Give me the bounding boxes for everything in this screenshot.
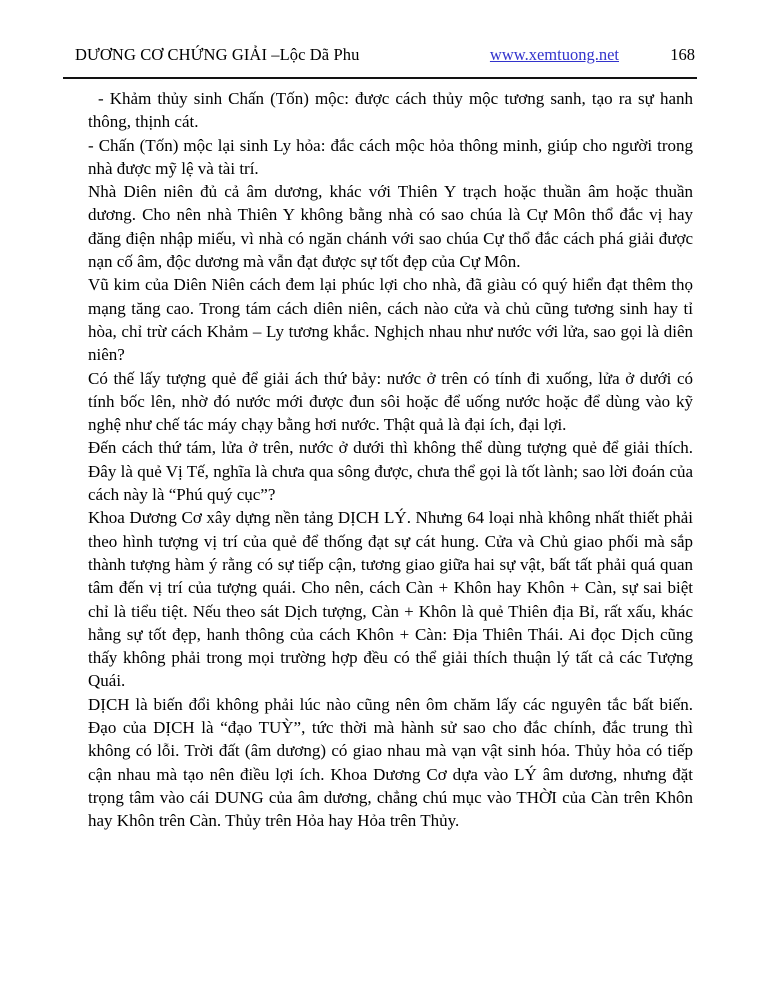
paragraph: - Chấn (Tốn) mộc lại sinh Ly hỏa: đắc cách mộc hỏa thông minh, giúp cho người trong nhà được mỹ lệ và tài trí. bbox=[88, 135, 693, 178]
paragraph: DỊCH là biến đổi không phải lúc nào cũng nên ôm chăm lấy các nguyên tắc bất biến. Đạo của DỊCH là “đạo TUỲ”, tức thời mà hành sử sao cho đắc chính, đắc trung thì không có lỗi. Trời đất (âm dương) có giao nhau mà vạn vật sinh hóa. Thủy hỏa có tiếp cận nhau mà tạo nên điều lợi ích. Khoa Dương Cơ dựa vào LÝ âm dương, nhưng đặt trọng tâm vào cái DUNG của âm dương, chẳng chú mục vào THỜI của Càn trên Khôn hay Khôn trên Càn. Thủy trên Hỏa hay Hỏa trên Thủy. bbox=[88, 694, 693, 831]
paragraph: - Khảm thủy sinh Chấn (Tốn) mộc: được cách thủy mộc tương sanh, tạo ra sự hanh thông, thịnh cát. bbox=[88, 89, 693, 132]
paragraph: Vũ kim của Diên Niên cách đem lại phúc lợi cho nhà, đã giàu có quý hiển đạt thêm thọ mạng tăng cao. Trong tám cách diên niên, cách nào cửa và chủ cũng tương sinh hay tỉ hòa, chỉ trừ cách Khảm – Ly tương khắc. Nghịch nhau như nước với lửa, sao gọi là diên niên? bbox=[88, 275, 693, 365]
paragraph: Có thế lấy tượng quẻ để giải ách thứ bảy: nước ở trên có tính đi xuống, lửa ở dưới có tính bốc lên, nhờ đó nước mới được đun sôi hoặc để uống nước hoặc để dùng vào kỹ nghệ như chế tác máy chạy bằng hơi nước. Thật quả là đại ích, đại lợi. bbox=[88, 368, 693, 435]
website-link[interactable]: www.xemtuong.net bbox=[489, 45, 619, 64]
book-title: DƯƠNG CƠ CHỨNG GIẢI –Lộc Dã Phu bbox=[75, 45, 360, 64]
page-number: 168 bbox=[670, 45, 695, 64]
header-divider bbox=[63, 77, 697, 79]
page-header bbox=[75, 44, 695, 65]
body-text bbox=[88, 87, 693, 833]
paragraph: Đến cách thứ tám, lửa ở trên, nước ở dưới thì không thể dùng tượng quẻ để giải thích. Đây là quẻ Vị Tế, nghĩa là chưa qua sông được, chưa thể gọi là tốt lành; sao lời đoán của cách này là “Phú quý cục”? bbox=[88, 438, 693, 505]
paragraph: Khoa Dương Cơ xây dựng nền tảng DỊCH LÝ. Nhưng 64 loại nhà không nhất thiết phải theo hình tượng vị trí của quẻ để thống đạt sự cát hung. Cửa và Chủ giao phối mà sắp thành tượng hàm ý rằng có sự tiếp cận, tương giao giữa hai sự vật, bất tất phải quá quan tâm đến vị trí của tượng quái. Cho nên, cách Càn + Khôn hay Khôn + Càn, sự sai biệt chỉ là tiểu tiệt. Nếu theo sát Dịch tượng, Càn + Khôn là quẻ Thiên địa Bỉ, rất xấu, khác hẳng sự tốt đẹp, hanh thông của cách Khôn + Càn: Địa Thiên Thái. Ai đọc Dịch cũng thấy không phải trong mọi trường hợp đều có thể giải thích thuận lý tất cả các Tượng Quái. bbox=[88, 508, 693, 691]
paragraph: Nhà Diên niên đủ cả âm dương, khác với Thiên Y trạch hoặc thuần âm hoặc thuần dương. Cho nên nhà Thiên Y không bằng nhà có sao chúa là Cự Môn thổ đắc vị hay đăng điện nhập miếu, vì nhà có ngăn chánh với sao chúa Cự thổ đắc cách phá giải được nạn cố âm, độc dương mà vẫn đạt được sự tốt đẹp của Cự Môn. bbox=[88, 182, 693, 272]
